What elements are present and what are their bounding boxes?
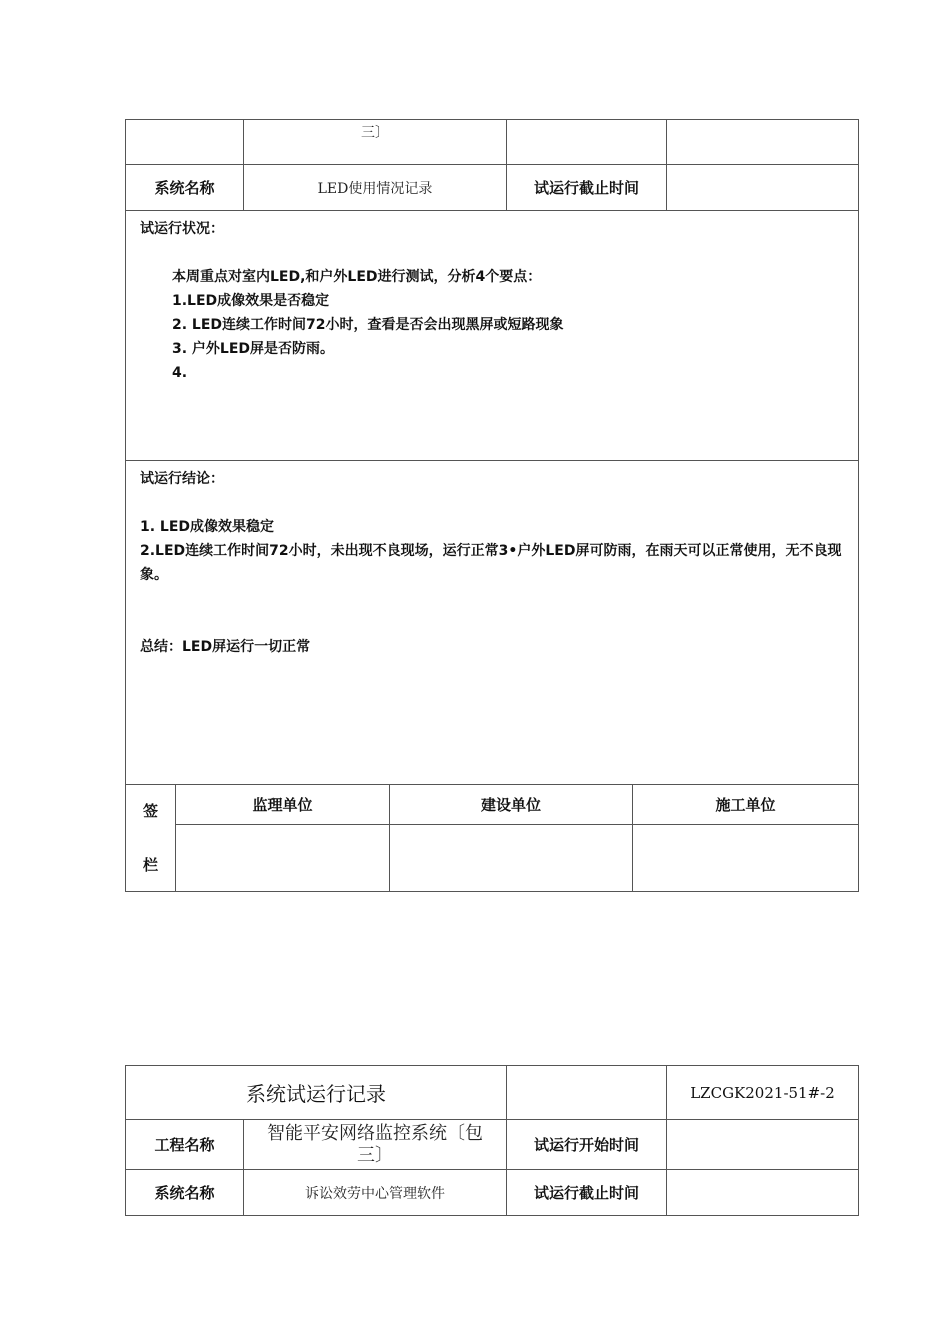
supervision-signature-cell <box>176 825 390 892</box>
conclusion-line: 2.LED连续工作时间72小时，未出现不良现场，运行正常3•户外LED屏可防雨，在雨天可以正常使用，无不良现象。 <box>140 543 842 583</box>
supervision-unit-header: 监理单位 <box>176 785 390 825</box>
project-name-value: 智能平安网络监控系统〔包三〕 <box>244 1120 507 1170</box>
status-item: 1.LED成像效果是否稳定 <box>172 293 330 309</box>
status-item: 2. LED连续工作时间72小时，查看是否会出现黑屏或短路现象 <box>172 317 564 333</box>
trial-run-record-header-table <box>125 1065 859 1216</box>
start-time-label: 试运行开始时间 <box>507 1120 667 1170</box>
system-name-value: 诉讼效劳中心管理软件 <box>244 1170 507 1216</box>
signature-label-top: 签 <box>142 802 158 820</box>
start-time-value <box>667 1120 859 1170</box>
project-name-continuation: 三〕 <box>244 120 507 165</box>
system-name-label: 系统名称 <box>126 1170 244 1216</box>
conclusion-line: 1. LED成像效果稳定 <box>140 519 275 535</box>
trial-status-section <box>126 211 859 461</box>
record-title: 系统试运行记录 <box>126 1066 507 1120</box>
system-name-value: LED使用情况记录 <box>244 165 507 211</box>
end-time-value <box>667 165 859 211</box>
contractor-signature-cell <box>633 825 859 892</box>
project-name-label: 工程名称 <box>126 1120 244 1170</box>
end-time-label: 试运行截止时间 <box>507 165 667 211</box>
summary-line: 总结：LED屏运行一切正常 <box>140 639 311 655</box>
document-code: LZCGK2021-51#-2 <box>667 1066 859 1120</box>
signature-label-bottom: 栏 <box>142 856 158 874</box>
system-name-label: 系统名称 <box>126 165 244 211</box>
contractor-unit-header: 施工单位 <box>633 785 859 825</box>
signature-table <box>125 784 859 892</box>
trial-run-record-table <box>125 119 859 785</box>
conclusion-heading: 试运行结论： <box>140 471 224 487</box>
signature-column-label <box>126 785 176 892</box>
construction-owner-header: 建设单位 <box>390 785 633 825</box>
status-intro: 本周重点对室内LED,和户外LED进行测试，分析4个要点： <box>172 269 542 285</box>
status-item: 3. 户外LED屏是否防雨。 <box>172 341 335 357</box>
status-heading: 试运行状况： <box>140 221 224 237</box>
end-time-label: 试运行截止时间 <box>507 1170 667 1216</box>
owner-signature-cell <box>390 825 633 892</box>
trial-conclusion-section <box>126 461 859 785</box>
status-item: 4. <box>172 365 188 381</box>
end-time-value <box>667 1170 859 1216</box>
